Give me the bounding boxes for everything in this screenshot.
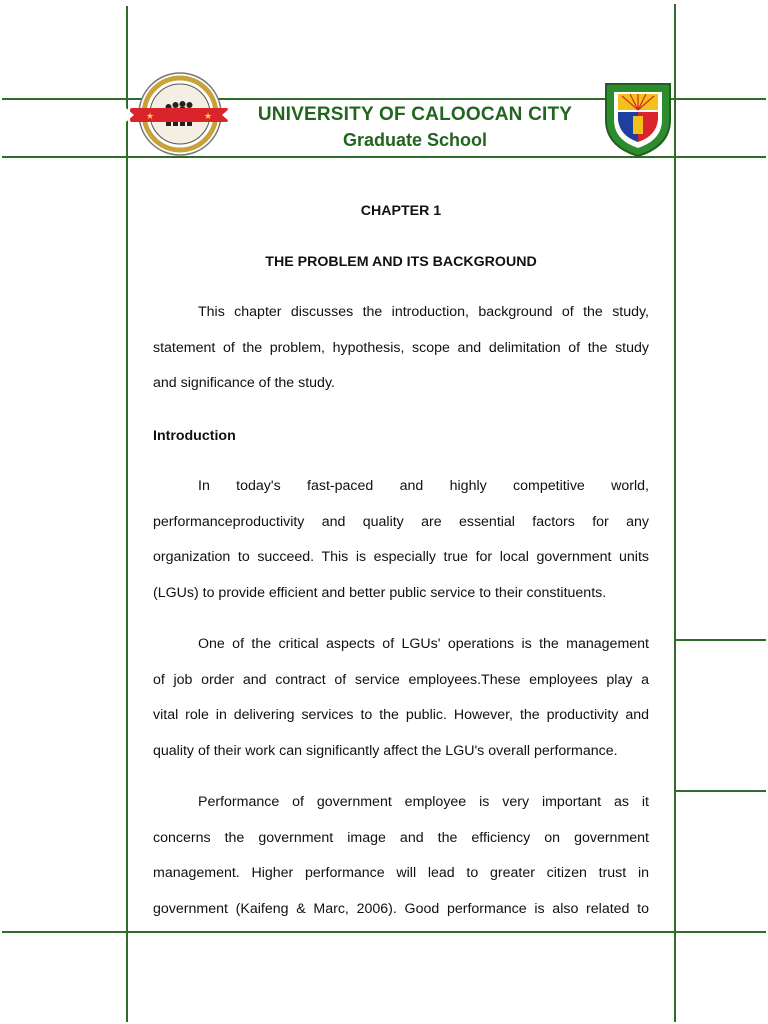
paragraph-line: (LGUs) to provide efficient and better public service to their constituents.: [153, 585, 607, 602]
svg-text:★: ★: [204, 112, 213, 122]
footer-line: [2, 931, 766, 933]
paragraph-lgu-operations: [153, 627, 649, 770]
section-heading-introduction: Introduction: [153, 428, 236, 444]
paragraph-line: Performance of government employee is very important as it: [198, 794, 649, 810]
paragraph-line: organization to succeed. This is especially true for local government units: [153, 549, 649, 566]
university-name: UNIVERSITY OF CALOOCAN CITY: [257, 104, 573, 125]
paragraph-line: vital role in delivering services to the public. However, the productivity and: [153, 707, 649, 724]
paragraph-performance: [153, 785, 649, 928]
paragraph-overview: [153, 295, 649, 402]
paragraph-introduction: [153, 469, 649, 612]
svg-text:★: ★: [146, 112, 155, 122]
chapter-title: THE PROBLEM AND ITS BACKGROUND: [265, 254, 537, 270]
city-shield-icon: [602, 80, 674, 158]
paragraph-line: In today's fast-paced and highly competitive world,: [198, 478, 649, 494]
paragraph-line: government (Kaifeng & Marc, 2006). Good performance is also related to: [153, 901, 649, 918]
school-name: Graduate School: [342, 130, 488, 150]
chapter-heading: CHAPTER 1: [360, 203, 442, 219]
paragraph-line: This chapter discusses the introduction, background of the study,: [198, 304, 649, 320]
paragraph-line: quality of their work can significantly affect the LGU's overall performance.: [153, 743, 618, 760]
paragraph-line: management. Higher performance will lead to greater citizen trust in: [153, 865, 649, 882]
right-tab-line-2: [676, 790, 766, 792]
paragraph-line: of job order and contract of service employees.These employees play a: [153, 671, 649, 688]
paragraph-line: One of the critical aspects of LGUs' operations is the management: [198, 636, 649, 652]
university-seal-icon: [126, 70, 230, 158]
right-tab-line-1: [676, 639, 766, 641]
paragraph-line: statement of the problem, hypothesis, scope and delimitation of the study: [153, 339, 649, 356]
paragraph-line: performanceproductivity and quality are essential factors for any: [153, 513, 649, 530]
paragraph-line: concerns the government image and the efficiency on government: [153, 829, 649, 846]
paragraph-line: and significance of the study.: [153, 375, 335, 392]
left-margin-line: [126, 6, 128, 1022]
